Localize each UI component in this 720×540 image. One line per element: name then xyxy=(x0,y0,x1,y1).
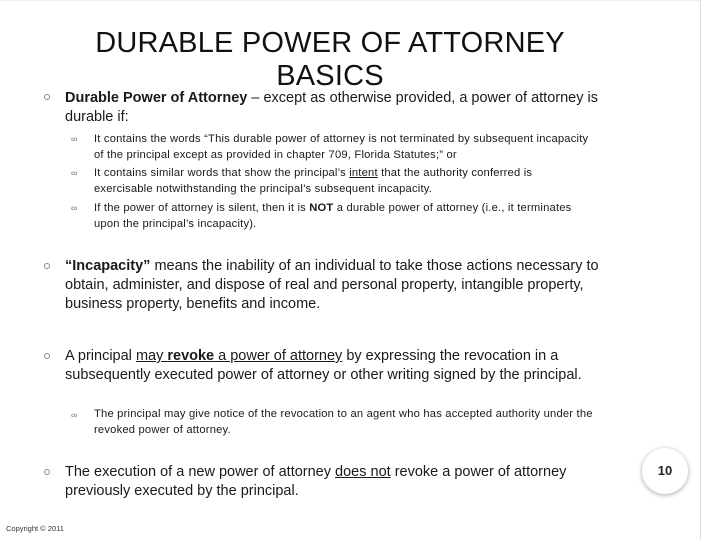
slide-title: DURABLE POWER OF ATTORNEY BASICS xyxy=(95,27,565,92)
text-segment: revoke a power of attorney previously executed by the principal. xyxy=(65,464,567,499)
slide-top-border xyxy=(0,0,700,1)
bold-revoke: revoke xyxy=(167,348,215,364)
slide-right-border xyxy=(700,0,701,540)
paragraph-incapacity xyxy=(65,257,625,314)
text-segment: may xyxy=(135,348,168,364)
underlined-does-not: does not xyxy=(335,464,391,480)
definition-incapacity: means the inability of an individual to take those actions necessary to obtain, administer, and dispose of real and personal property, intangible property, business property, benefits and income. xyxy=(65,258,599,312)
bullet-circle-icon xyxy=(44,263,50,269)
infinity-bullet-icon: ∞ xyxy=(71,134,78,144)
paragraph-execution xyxy=(65,463,625,501)
bold-not: NOT xyxy=(309,202,334,214)
underlined-intent: intent xyxy=(349,167,378,179)
definition-durable: – except as otherwise provided, a power of attorney is durable if: xyxy=(65,90,598,125)
bullet-circle-icon xyxy=(44,94,50,100)
text-segment: a durable power of attorney (i.e., it terminates upon the principal’s incapacity). xyxy=(94,202,572,230)
text-segment: by expressing the revocation in a subsequently executed power of attorney or other writing signed by the principal. xyxy=(65,348,582,383)
infinity-bullet-icon: ∞ xyxy=(71,168,78,178)
bullet-circle-icon xyxy=(44,469,50,475)
text-segment: a power of attorney xyxy=(214,348,343,364)
text-segment: that the authority conferred is exercisable notwithstanding the principal’s subsequent incapacity. xyxy=(94,167,533,195)
text-segment: The execution of a new power of attorney xyxy=(65,464,336,480)
page-number-badge: 10 xyxy=(642,448,688,494)
sub-bullet-silent xyxy=(94,200,594,232)
sub-bullet-similar-words xyxy=(94,165,594,197)
infinity-bullet-icon: ∞ xyxy=(71,203,78,213)
sub-bullet-notice: The principal may give notice of the revocation to an agent who has accepted authority under the revoked power of attorney. xyxy=(94,408,593,436)
text-segment: A principal xyxy=(65,348,136,364)
sub-bullet-words: It contains the words “This durable power of attorney is not terminated by subsequent incapacity of the principal except as provided in chapter 709, Florida Statutes;” or xyxy=(94,133,589,161)
copyright-footer: Copyright © 2011 xyxy=(6,524,64,533)
term-incapacity: “Incapacity” xyxy=(65,258,151,274)
bullet-circle-icon xyxy=(44,353,50,359)
paragraph-revoke xyxy=(65,347,625,385)
underlined-phrase xyxy=(136,348,342,364)
paragraph-durable xyxy=(65,89,625,127)
infinity-bullet-icon: ∞ xyxy=(71,410,78,420)
text-segment: It contains similar words that show the principal’s xyxy=(94,167,350,179)
text-segment: If the power of attorney is silent, then it is xyxy=(94,202,310,214)
term-durable: Durable Power of Attorney xyxy=(65,90,248,106)
